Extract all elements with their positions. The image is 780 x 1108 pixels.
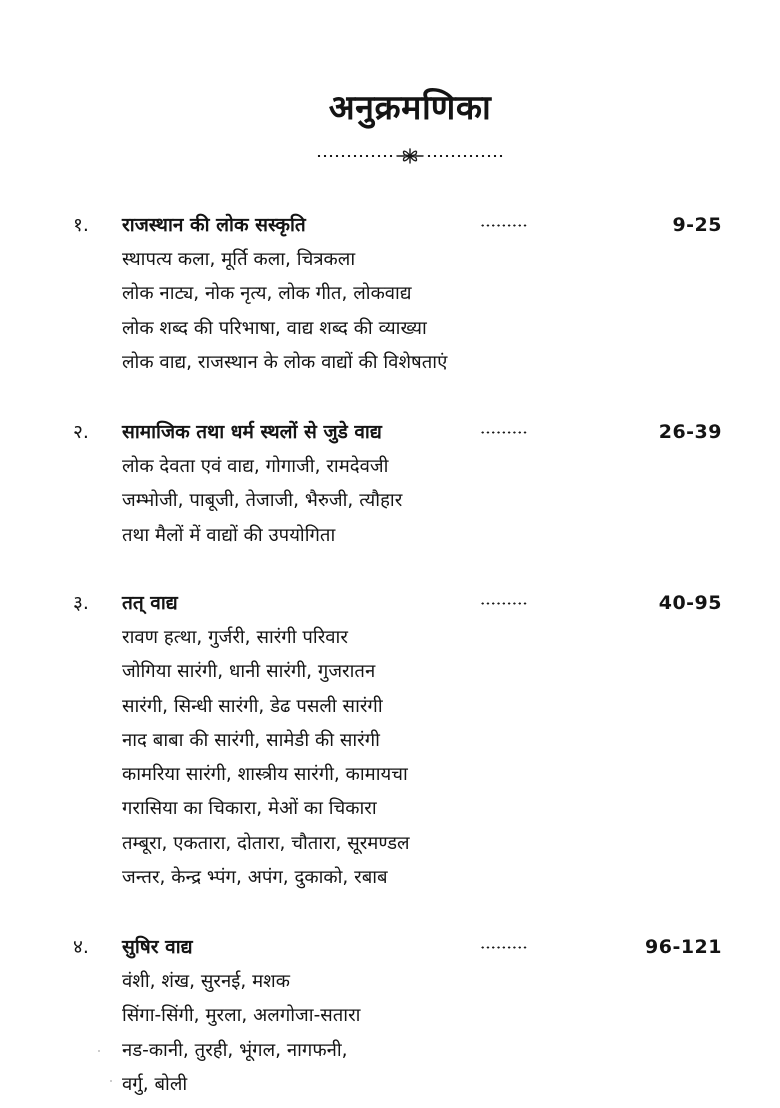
ornament-dots-right xyxy=(425,155,505,157)
subtopic-line: जम्भोजी, पाबूजी, तेजाजी, भैरुजी, त्यौहार xyxy=(122,490,403,512)
page-range: 9-25 xyxy=(672,214,722,236)
dot-leader xyxy=(480,602,528,605)
subtopic-list xyxy=(122,450,402,553)
page-title: अनुक्रमणिका xyxy=(328,88,492,128)
section-heading: सुषिर वाद्य xyxy=(122,936,193,958)
title-ornament xyxy=(315,146,505,166)
subtopic-line: वंशी, शंख, सुरनई, मशक xyxy=(122,971,290,992)
section-number: २. xyxy=(73,421,89,443)
subtopic-line: लोक शब्द की परिभाषा, वाद्य शब्द की व्याख्या xyxy=(122,317,427,339)
subtopic-list xyxy=(122,965,360,1102)
section-number: ३. xyxy=(73,592,89,614)
scan-speck xyxy=(110,1080,112,1082)
subtopic-line: गरासिया का चिकारा, मेओं का चिकारा xyxy=(122,798,377,820)
page-range: 40-95 xyxy=(658,592,722,614)
subtopic-line: सारंगी, सिन्धी सारंगी, डेढ पसली सारंगी xyxy=(122,695,383,717)
section-number: १. xyxy=(73,214,89,236)
subtopic-line: वर्गु, बोली xyxy=(122,1073,188,1095)
subtopic-line: तथा मैलों में वाद्यों की उपयोगिता xyxy=(122,524,336,546)
subtopic-line: लोक नाट्य, नोक नृत्य, लोक गीत, लोकवाद्य xyxy=(122,283,412,305)
flourish-icon xyxy=(395,146,425,166)
ornament-dots-left xyxy=(315,155,395,157)
section-heading: राजस्थान की लोक सस्कृति xyxy=(122,214,306,236)
section-heading: सामाजिक तथा धर्म स्थलों से जुडे वाद्य xyxy=(122,421,382,443)
subtopic-line: लोक वाद्य, राजस्थान के लोक वाद्यों की विशेषताएं xyxy=(122,351,448,373)
dot-leader xyxy=(480,946,528,949)
page-range: 26-39 xyxy=(658,421,722,443)
subtopic-line: सिंगा-सिंगी, मुरला, अलगोजा-सतारा xyxy=(122,1005,361,1027)
subtopic-line: तम्बूरा, एकतारा, दोतारा, चौतारा, सूरमण्डल xyxy=(122,832,410,854)
subtopic-line: जोगिया सारंगी, धानी सारंगी, गुजरातन xyxy=(122,661,376,683)
subtopic-line: रावण हत्था, गुर्जरी, सारंगी परिवार xyxy=(122,627,348,648)
subtopic-line: लोक देवता एवं वाद्य, गोगाजी, रामदेवजी xyxy=(122,456,389,477)
subtopic-line: कामरिया सारंगी, शास्त्रीय सारंगी, कामायचा xyxy=(122,764,408,786)
subtopic-line: स्थापत्य कला, मूर्ति कला, चित्रकला xyxy=(122,249,356,270)
section-heading: तत् वाद्य xyxy=(122,592,178,614)
subtopic-list xyxy=(122,243,447,380)
subtopic-line: नड-कानी, तुरही, भूंगल, नागफनी, xyxy=(122,1039,348,1061)
section-number: ४. xyxy=(73,936,89,958)
page-range: 96-121 xyxy=(645,936,722,958)
subtopic-line: जन्तर, केन्द्र भ्पंग, अपंग, दुकाको, रबाब xyxy=(122,867,388,889)
subtopic-list xyxy=(122,621,410,895)
subtopic-line: नाद बाबा की सारंगी, सामेडी की सारंगी xyxy=(122,729,380,751)
scan-speck xyxy=(98,1050,100,1052)
dot-leader xyxy=(480,431,528,434)
dot-leader xyxy=(480,224,528,227)
